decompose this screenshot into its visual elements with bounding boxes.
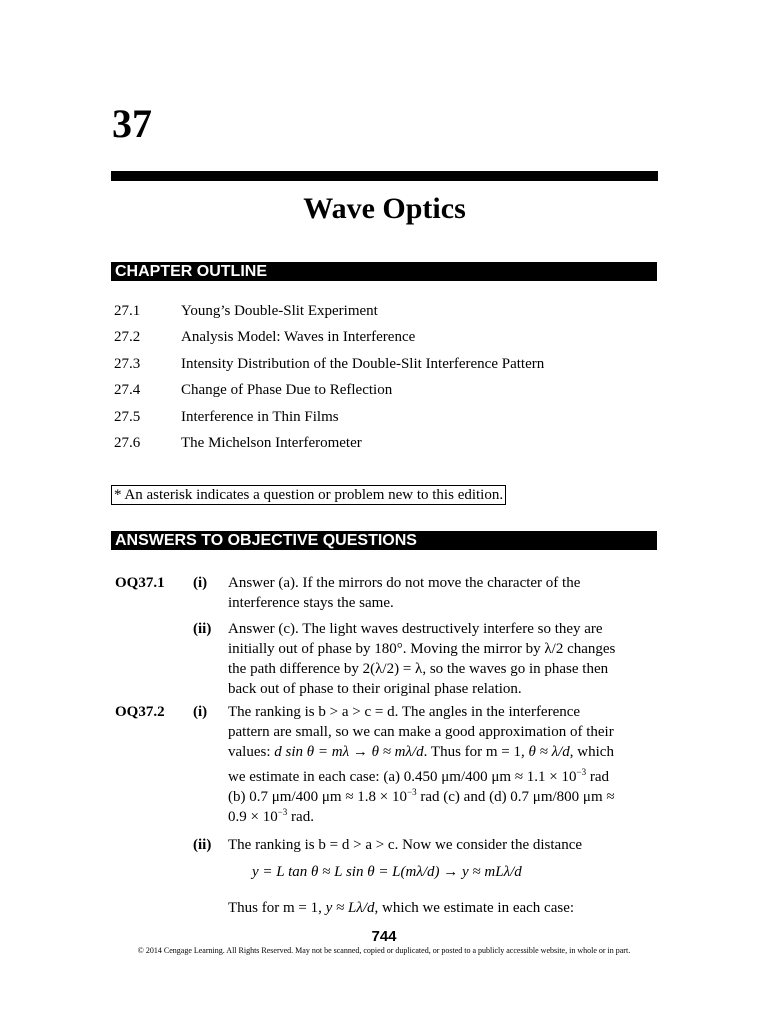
- question-id: OQ37.1: [115, 575, 165, 591]
- answer-text-fragment: rad.: [287, 809, 314, 825]
- answer-line: Answer (c). The light waves destructively interfere so they are: [228, 621, 603, 637]
- outline-item-number: 27.2: [114, 329, 141, 345]
- answer-text: [228, 573, 658, 613]
- exponent: −3: [407, 787, 417, 797]
- answer-line: initially out of phase by 180°. Moving the mirror by λ/2 changes: [228, 641, 616, 657]
- exponent: −3: [576, 767, 587, 777]
- answer-text-fragment: (b) 0.7 μm/400 μm ≈ 1.8 × 10: [228, 789, 408, 805]
- chapter-number: 37: [112, 101, 152, 146]
- outline-item-title: Analysis Model: Waves in Interference: [181, 329, 416, 345]
- answer-text-fragment: rad (c) and (d) 0.7 μm/800 μm ≈: [416, 789, 615, 805]
- outline-item-title: Intensity Distribution of the Double-Slit Interference Pattern: [181, 356, 545, 372]
- outline-item-number: 27.3: [114, 356, 141, 372]
- answer-text-fragment: we estimate in each case: (a) 0.450 μm/400 μm ≈ 1.1 × 10: [228, 769, 577, 785]
- distance-equation: y = L tan θ ≈ L sin θ = L(mλ/d) → y ≈ mLλ/d: [252, 864, 522, 880]
- answer-text-fragment: rad: [586, 769, 609, 785]
- outline-item: [114, 328, 415, 346]
- outline-item-number: 27.5: [114, 409, 141, 425]
- outline-item: [114, 408, 339, 426]
- objective-questions-heading: ANSWERS TO OBJECTIVE QUESTIONS: [111, 531, 657, 550]
- answer-line: the path difference by 2(λ/2) = λ, so the waves go in phase then: [228, 661, 609, 677]
- answer-text-fragment: . Thus for m = 1,: [423, 744, 529, 760]
- part-label: (ii): [193, 621, 212, 637]
- answer-text-fragment: 0.9 × 10: [228, 809, 278, 825]
- chapter-title: Wave Optics: [303, 192, 466, 225]
- chapter-divider: [111, 171, 658, 181]
- outline-item-number: 27.4: [114, 382, 141, 398]
- equation: θ ≈ λ/d: [528, 744, 570, 760]
- outline-item-title: Change of Phase Due to Reflection: [181, 382, 393, 398]
- answer-line: back out of phase to their original phase relation.: [228, 681, 522, 697]
- copyright-notice: © 2014 Cengage Learning. All Rights Reserved. May not be scanned, copied or duplicated, or posted to a publicly accessible website, in whole or in part.: [137, 946, 631, 955]
- part-label: (i): [193, 575, 208, 591]
- answer-text: [228, 702, 658, 827]
- answer-text-fragment: , which we estimate in each case:: [374, 900, 575, 916]
- part-label: (i): [193, 704, 208, 720]
- part-label: (ii): [193, 837, 212, 853]
- outline-item-title: Interference in Thin Films: [181, 409, 339, 425]
- outline-item-number: 27.6: [114, 435, 141, 451]
- answer-line: interference stays the same.: [228, 595, 394, 611]
- outline-item: [114, 434, 362, 452]
- chapter-outline-heading: CHAPTER OUTLINE: [111, 262, 657, 281]
- answer-text-fragment: , which: [569, 744, 614, 760]
- answer-text: [228, 898, 658, 918]
- asterisk-note: * An asterisk indicates a question or problem new to this edition.: [111, 485, 506, 505]
- answer-text: The ranking is b = d > a > c. Now we consider the distance: [228, 837, 583, 853]
- answer-line: [228, 767, 658, 787]
- outline-item: [114, 381, 392, 399]
- outline-item-title: Young’s Double-Slit Experiment: [181, 303, 378, 319]
- page-number: 744: [371, 928, 397, 945]
- outline-item: [114, 355, 544, 373]
- answer-line: [228, 787, 658, 807]
- answer-line: [228, 807, 658, 827]
- answer-line: [228, 742, 658, 762]
- answer-text: [228, 619, 658, 699]
- answer-line: Answer (a). If the mirrors do not move the character of the: [228, 575, 581, 591]
- answer-text-fragment: values:: [228, 744, 275, 760]
- outline-item-title: The Michelson Interferometer: [181, 435, 362, 451]
- equation: d sin θ = mλ → θ ≈ mλ/d: [274, 744, 424, 760]
- equation: y ≈ Lλ/d: [325, 900, 375, 916]
- answer-line: pattern are small, so we can make a good approximation of their: [228, 724, 614, 740]
- outline-item: [114, 302, 378, 320]
- answer-line: The ranking is b > a > c = d. The angles in the interference: [228, 704, 581, 720]
- answer-text-fragment: Thus for m = 1,: [228, 900, 326, 916]
- outline-item-number: 27.1: [114, 303, 141, 319]
- question-id: OQ37.2: [115, 704, 165, 720]
- exponent: −3: [277, 807, 288, 817]
